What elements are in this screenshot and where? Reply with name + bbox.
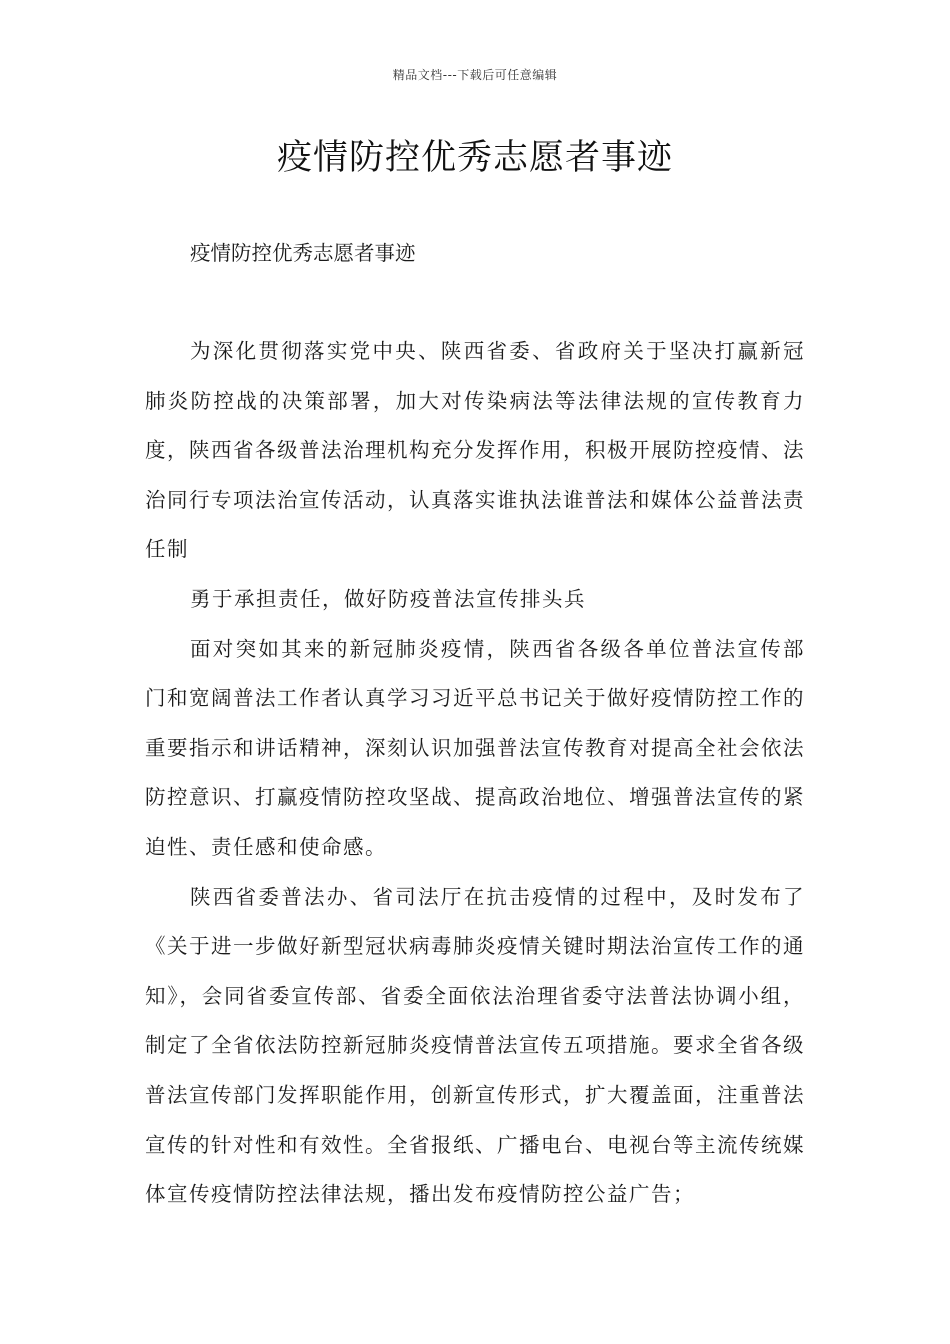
document-subtitle: 疫情防控优秀志愿者事迹: [190, 241, 416, 265]
paragraph-response: 面对突如其来的新冠肺炎疫情，陕西省各级各单位普法宣传部门和宽阔普法工作者认真学习习近平总书记关于做好疫情防控工作的重要指示和讲话精神，深刻认识加强普法宣传教育对提高全社会依法防控意识、打赢疫情防控攻坚战、提高政治地位、增强普法宣传的紧迫性、责任感和使命感。: [145, 636, 805, 859]
header-note: 精品文档---下载后可任意编辑: [392, 68, 558, 82]
document-title: 疫情防控优秀志愿者事迹: [276, 138, 673, 178]
paragraph-heading: 勇于承担责任，做好防疫普法宣传排头兵: [190, 586, 586, 611]
paragraph-intro: 为深化贯彻落实党中央、陕西省委、省政府关于坚决打赢新冠肺炎防控战的决策部署，加大对传染病法等法律法规的宣传教育力度，陕西省各级普法治理机构充分发挥作用，积极开展防控疫情、法治同行专项法治宣传活动，认真落实谁执法谁普法和媒体公益普法责任制: [145, 339, 805, 562]
paragraph-measures: 陕西省委普法办、省司法厅在抗击疫情的过程中，及时发布了《关于进一步做好新型冠状病毒肺炎疫情关键时期法治宣传工作的通知》，会同省委宣传部、省委全面依法治理省委守法普法协调小组，制定了全省依法防控新冠肺炎疫情普法宣传五项措施。要求全省各级普法宣传部门发挥职能作用，创新宣传形式，扩大覆盖面，注重普法宣传的针对性和有效性。全省报纸、广播电台、电视台等主流传统媒体宣传疫情防控法律法规，播出发布疫情防控公益广告；: [145, 884, 805, 1207]
document-body: [145, 327, 805, 1220]
